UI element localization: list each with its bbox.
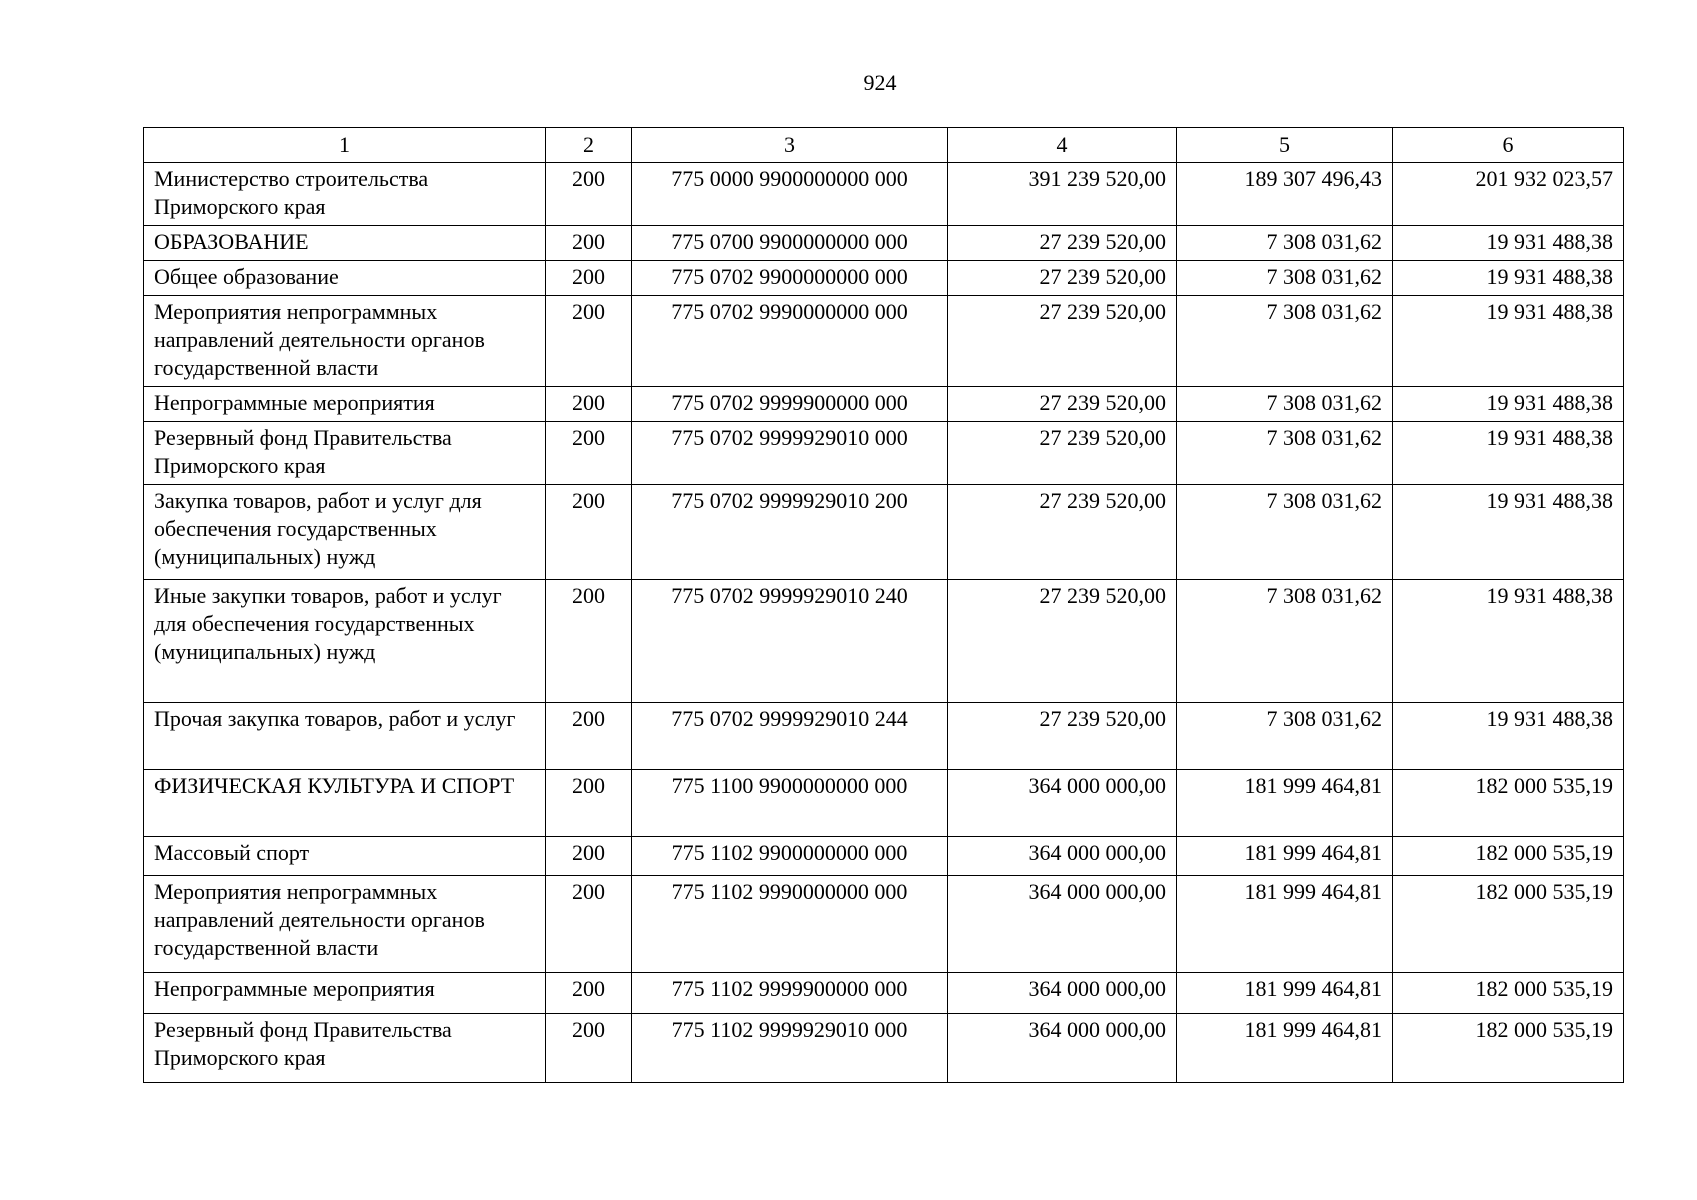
row-classification: 775 0000 9900000000 000 xyxy=(632,163,948,226)
row-col6: 19 931 488,38 xyxy=(1393,703,1624,770)
row-classification: 775 0702 9990000000 000 xyxy=(632,296,948,387)
row-col4: 27 239 520,00 xyxy=(948,296,1177,387)
row-col5: 7 308 031,62 xyxy=(1177,422,1393,485)
table-row xyxy=(144,876,1624,973)
row-col4: 27 239 520,00 xyxy=(948,387,1177,422)
row-classification: 775 0702 9999929010 000 xyxy=(632,422,948,485)
row-classification: 775 1102 9999900000 000 xyxy=(632,973,948,1014)
row-code: 200 xyxy=(546,1014,632,1083)
row-col5: 181 999 464,81 xyxy=(1177,973,1393,1014)
row-col6: 19 931 488,38 xyxy=(1393,226,1624,261)
header-col-6: 6 xyxy=(1393,128,1624,163)
row-name: Прочая закупка товаров, работ и услуг xyxy=(144,703,546,770)
row-col5: 181 999 464,81 xyxy=(1177,876,1393,973)
row-col4: 364 000 000,00 xyxy=(948,770,1177,837)
row-code: 200 xyxy=(546,580,632,703)
row-col5: 189 307 496,43 xyxy=(1177,163,1393,226)
row-classification: 775 0702 9999929010 200 xyxy=(632,485,948,580)
row-code: 200 xyxy=(546,261,632,296)
row-col4: 27 239 520,00 xyxy=(948,261,1177,296)
row-col6: 182 000 535,19 xyxy=(1393,1014,1624,1083)
row-col6: 19 931 488,38 xyxy=(1393,580,1624,703)
row-classification: 775 0702 9999900000 000 xyxy=(632,387,948,422)
table-row xyxy=(144,387,1624,422)
row-code: 200 xyxy=(546,226,632,261)
row-col6: 19 931 488,38 xyxy=(1393,387,1624,422)
row-col5: 7 308 031,62 xyxy=(1177,296,1393,387)
table-row xyxy=(144,422,1624,485)
table-row xyxy=(144,226,1624,261)
row-classification: 775 1102 9999929010 000 xyxy=(632,1014,948,1083)
row-name: Массовый спорт xyxy=(144,837,546,876)
table-row xyxy=(144,296,1624,387)
row-name: Мероприятия непрограммных направлений деятельности органов государственной власти xyxy=(144,296,546,387)
row-name: ФИЗИЧЕСКАЯ КУЛЬТУРА И СПОРТ xyxy=(144,770,546,837)
header-col-2: 2 xyxy=(546,128,632,163)
row-code: 200 xyxy=(546,770,632,837)
header-col-4: 4 xyxy=(948,128,1177,163)
row-col4: 27 239 520,00 xyxy=(948,226,1177,261)
row-col4: 391 239 520,00 xyxy=(948,163,1177,226)
row-col4: 364 000 000,00 xyxy=(948,973,1177,1014)
row-col6: 19 931 488,38 xyxy=(1393,485,1624,580)
table-row xyxy=(144,837,1624,876)
row-code: 200 xyxy=(546,973,632,1014)
row-name: Резервный фонд Правительства Приморского края xyxy=(144,422,546,485)
row-classification: 775 1102 9900000000 000 xyxy=(632,837,948,876)
row-col6: 19 931 488,38 xyxy=(1393,422,1624,485)
row-col5: 181 999 464,81 xyxy=(1177,837,1393,876)
row-classification: 775 0702 9999929010 240 xyxy=(632,580,948,703)
row-code: 200 xyxy=(546,485,632,580)
header-col-3: 3 xyxy=(632,128,948,163)
row-col5: 7 308 031,62 xyxy=(1177,261,1393,296)
row-col5: 7 308 031,62 xyxy=(1177,226,1393,261)
row-col6: 182 000 535,19 xyxy=(1393,876,1624,973)
row-code: 200 xyxy=(546,422,632,485)
row-name: Резервный фонд Правительства Приморского края xyxy=(144,1014,546,1083)
row-col5: 181 999 464,81 xyxy=(1177,770,1393,837)
row-name: ОБРАЗОВАНИЕ xyxy=(144,226,546,261)
row-col4: 27 239 520,00 xyxy=(948,485,1177,580)
row-classification: 775 0702 9900000000 000 xyxy=(632,261,948,296)
row-name: Непрограммные мероприятия xyxy=(144,387,546,422)
row-name: Мероприятия непрограммных направлений деятельности органов государственной власти xyxy=(144,876,546,973)
row-classification: 775 1100 9900000000 000 xyxy=(632,770,948,837)
row-col5: 7 308 031,62 xyxy=(1177,580,1393,703)
row-name: Иные закупки товаров, работ и услуг для обеспечения государственных (муниципальных) нужд xyxy=(144,580,546,703)
row-code: 200 xyxy=(546,387,632,422)
row-col6: 182 000 535,19 xyxy=(1393,837,1624,876)
row-code: 200 xyxy=(546,876,632,973)
table-row xyxy=(144,261,1624,296)
row-name: Непрограммные мероприятия xyxy=(144,973,546,1014)
header-col-1: 1 xyxy=(144,128,546,163)
row-col4: 364 000 000,00 xyxy=(948,837,1177,876)
row-code: 200 xyxy=(546,703,632,770)
row-classification: 775 0700 9900000000 000 xyxy=(632,226,948,261)
row-col4: 364 000 000,00 xyxy=(948,876,1177,973)
page-number: 924 xyxy=(863,70,897,95)
budget-table xyxy=(143,127,1624,1083)
row-col5: 7 308 031,62 xyxy=(1177,485,1393,580)
header-row xyxy=(144,128,1624,163)
row-col5: 181 999 464,81 xyxy=(1177,1014,1393,1083)
row-col4: 27 239 520,00 xyxy=(948,703,1177,770)
row-classification: 775 1102 9990000000 000 xyxy=(632,876,948,973)
row-name: Закупка товаров, работ и услуг для обеспечения государственных (муниципальных) нужд xyxy=(144,485,546,580)
row-name: Министерство строительства Приморского края xyxy=(144,163,546,226)
row-code: 200 xyxy=(546,296,632,387)
table-row xyxy=(144,770,1624,837)
table-row xyxy=(144,163,1624,226)
row-col6: 182 000 535,19 xyxy=(1393,973,1624,1014)
row-col5: 7 308 031,62 xyxy=(1177,387,1393,422)
row-col6: 19 931 488,38 xyxy=(1393,296,1624,387)
table-row xyxy=(144,485,1624,580)
table-row xyxy=(144,973,1624,1014)
row-col5: 7 308 031,62 xyxy=(1177,703,1393,770)
row-col6: 19 931 488,38 xyxy=(1393,261,1624,296)
row-col4: 27 239 520,00 xyxy=(948,580,1177,703)
row-col6: 182 000 535,19 xyxy=(1393,770,1624,837)
table-row xyxy=(144,703,1624,770)
table-row xyxy=(144,1014,1624,1083)
row-code: 200 xyxy=(546,837,632,876)
row-code: 200 xyxy=(546,163,632,226)
header-col-5: 5 xyxy=(1177,128,1393,163)
table-row xyxy=(144,580,1624,703)
row-col6: 201 932 023,57 xyxy=(1393,163,1624,226)
row-name: Общее образование xyxy=(144,261,546,296)
row-classification: 775 0702 9999929010 244 xyxy=(632,703,948,770)
row-col4: 364 000 000,00 xyxy=(948,1014,1177,1083)
row-col4: 27 239 520,00 xyxy=(948,422,1177,485)
